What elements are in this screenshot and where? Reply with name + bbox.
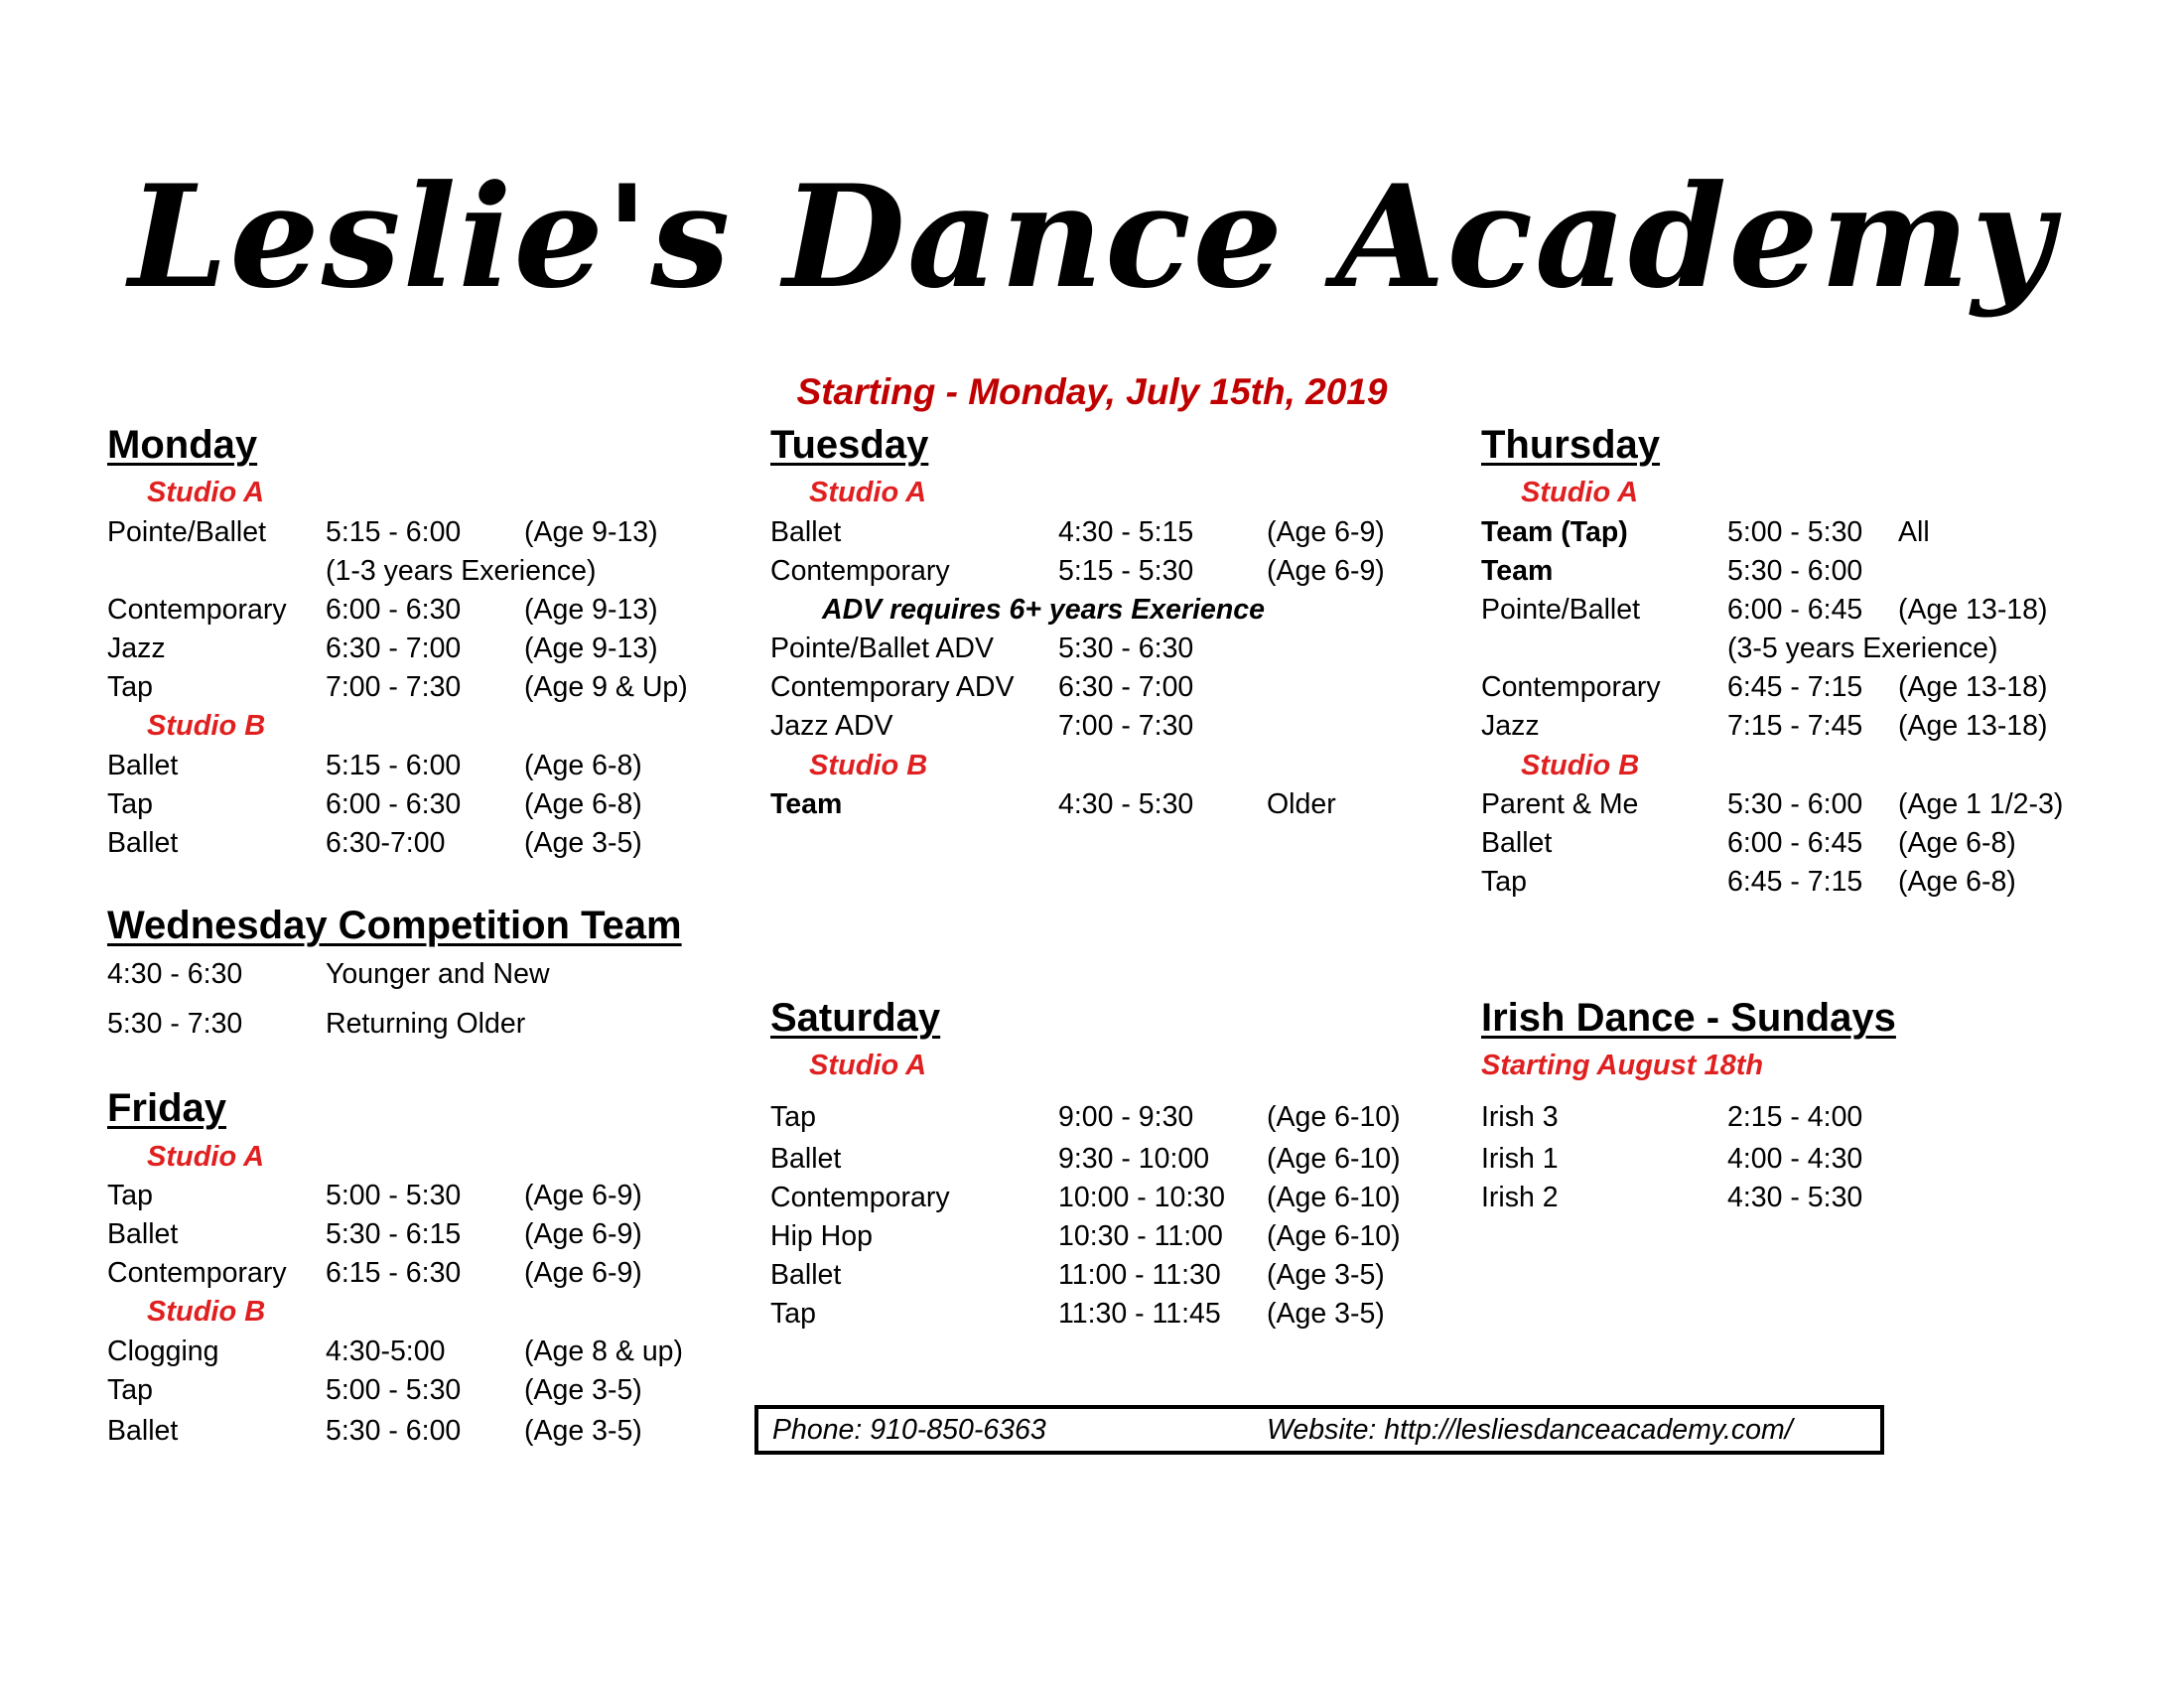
class-time: 6:00 - 6:30 — [326, 788, 462, 820]
class-time: 6:00 - 6:30 — [326, 594, 462, 626]
class-age: (Age 3-5) — [524, 827, 642, 859]
class-name: Contemporary — [770, 1182, 950, 1213]
tuesday-studio-b-label: Studio B — [809, 750, 928, 781]
monday-studio-b-label: Studio B — [147, 710, 266, 742]
friday-studio-a-label: Studio A — [147, 1141, 265, 1173]
class-time: 6:30 - 7:00 — [326, 633, 462, 664]
thursday-studio-b-label: Studio B — [1521, 750, 1640, 781]
class-name: Ballet — [770, 1259, 842, 1291]
class-name: Hip Hop — [770, 1220, 873, 1252]
class-name: Irish 3 — [1481, 1101, 1559, 1133]
class-time: 5:30 - 6:00 — [1727, 555, 1863, 587]
class-time: 5:30 - 6:15 — [326, 1218, 462, 1250]
class-time: 5:15 - 6:00 — [326, 516, 462, 548]
class-name: Ballet — [770, 516, 842, 548]
wednesday-heading: Wednesday Competition Team — [107, 904, 682, 947]
class-time: 4:30 - 6:30 — [107, 958, 243, 990]
class-name: Contemporary ADV — [770, 671, 1015, 703]
tuesday-studio-a-label: Studio A — [809, 477, 927, 508]
class-time: 10:30 - 11:00 — [1058, 1220, 1223, 1252]
class-name: Ballet — [107, 827, 179, 859]
class-time: 6:00 - 6:45 — [1727, 594, 1863, 626]
class-name: Tap — [107, 788, 153, 820]
class-name: Ballet — [107, 750, 179, 781]
class-age: (Age 13-18) — [1898, 594, 2048, 626]
class-age: (Age 6-8) — [524, 750, 642, 781]
class-name: Tap — [1481, 866, 1527, 898]
class-time: 4:30-5:00 — [326, 1336, 446, 1367]
class-name: Jazz — [1481, 710, 1540, 742]
class-time: 5:30 - 6:30 — [1058, 633, 1194, 664]
class-name: Jazz — [107, 633, 166, 664]
class-time: 6:30 - 7:00 — [1058, 671, 1194, 703]
class-age: (Age 3-5) — [524, 1374, 642, 1406]
class-age: (Age 6-10) — [1267, 1220, 1401, 1252]
class-age: (Age 6-9) — [524, 1180, 642, 1211]
class-age: All — [1898, 516, 1930, 548]
saturday-studio-a-label: Studio A — [809, 1050, 927, 1081]
class-time: 10:00 - 10:30 — [1058, 1182, 1225, 1213]
class-name: Irish 1 — [1481, 1143, 1559, 1175]
class-name: Ballet — [107, 1415, 179, 1447]
class-time: 4:30 - 5:30 — [1058, 788, 1194, 820]
class-age: (Age 6-9) — [1267, 516, 1385, 548]
class-name: Parent & Me — [1481, 788, 1639, 820]
class-name: Contemporary — [1481, 671, 1661, 703]
class-name: Tap — [107, 1180, 153, 1211]
class-age: (Age 9-13) — [524, 516, 658, 548]
class-name: Irish 2 — [1481, 1182, 1559, 1213]
class-age: (Age 3-5) — [1267, 1259, 1385, 1291]
class-age: (Age 6-10) — [1267, 1182, 1401, 1213]
class-group: Returning Older — [326, 1008, 526, 1040]
class-age: (Age 13-18) — [1898, 710, 2048, 742]
class-name: Jazz ADV — [770, 710, 893, 742]
academy-title: Leslie's Dance Academy — [128, 155, 2056, 320]
class-name: Team — [770, 788, 843, 820]
class-time: 5:30 - 7:30 — [107, 1008, 243, 1040]
tuesday-heading: Tuesday — [770, 423, 929, 467]
class-name: Contemporary — [770, 555, 950, 587]
class-time: 4:00 - 4:30 — [1727, 1143, 1863, 1175]
class-age: (Age 6-8) — [524, 788, 642, 820]
class-time: 5:30 - 6:00 — [326, 1415, 462, 1447]
class-time: 5:15 - 6:00 — [326, 750, 462, 781]
class-name: Ballet — [1481, 827, 1553, 859]
monday-heading: Monday — [107, 423, 258, 467]
class-time: 6:15 - 6:30 — [326, 1257, 462, 1289]
irish-dance-heading: Irish Dance - Sundays — [1481, 996, 1896, 1040]
class-name: Contemporary — [107, 1257, 287, 1289]
start-date-subtitle: Starting - Monday, July 15th, 2019 — [796, 371, 1388, 412]
class-age: (Age 9-13) — [524, 594, 658, 626]
class-time: 6:45 - 7:15 — [1727, 866, 1863, 898]
class-time: 11:00 - 11:30 — [1058, 1259, 1221, 1291]
class-age: (Age 6-10) — [1267, 1143, 1401, 1175]
friday-heading: Friday — [107, 1086, 227, 1130]
class-time: 4:30 - 5:30 — [1727, 1182, 1863, 1213]
class-time: 7:00 - 7:30 — [326, 671, 462, 703]
class-age: (Age 9 & Up) — [524, 671, 688, 703]
class-time: 6:45 - 7:15 — [1727, 671, 1863, 703]
class-age: (Age 13-18) — [1898, 671, 2048, 703]
experience-note: (3-5 years Exerience) — [1727, 633, 1998, 664]
class-age: (Age 1 1/2-3) — [1898, 788, 2064, 820]
class-age: (Age 6-9) — [524, 1218, 642, 1250]
class-time: 6:00 - 6:45 — [1727, 827, 1863, 859]
class-age: (Age 3-5) — [524, 1415, 642, 1447]
class-time: 4:30 - 5:15 — [1058, 516, 1194, 548]
class-time: 5:00 - 5:30 — [1727, 516, 1863, 548]
class-age: (Age 6-9) — [1267, 555, 1385, 587]
class-group: Younger and New — [326, 958, 550, 990]
class-time: 2:15 - 4:00 — [1727, 1101, 1863, 1133]
class-time: 5:00 - 5:30 — [326, 1374, 462, 1406]
class-age: (Age 9-13) — [524, 633, 658, 664]
class-time: 7:15 - 7:45 — [1727, 710, 1863, 742]
class-age: (Age 6-8) — [1898, 866, 2016, 898]
class-name: Ballet — [107, 1218, 179, 1250]
experience-note: (1-3 years Exerience) — [326, 555, 597, 587]
class-name: Clogging — [107, 1336, 219, 1367]
class-time: 9:00 - 9:30 — [1058, 1101, 1194, 1133]
adv-requirement-note: ADV requires 6+ years Exerience — [822, 594, 1265, 626]
class-name: Pointe/Ballet — [1481, 594, 1641, 626]
thursday-heading: Thursday — [1481, 423, 1661, 467]
class-time: 5:00 - 5:30 — [326, 1180, 462, 1211]
class-age: (Age 6-9) — [524, 1257, 642, 1289]
website-link[interactable]: Website: http://lesliesdanceacademy.com/ — [1267, 1414, 1793, 1446]
class-time: 6:30-7:00 — [326, 827, 446, 859]
class-age: Older — [1267, 788, 1336, 820]
class-time: 9:30 - 10:00 — [1058, 1143, 1210, 1175]
class-name: Team (Tap) — [1481, 516, 1628, 548]
friday-studio-b-label: Studio B — [147, 1296, 266, 1328]
irish-start-note: Starting August 18th — [1481, 1050, 1764, 1081]
class-name: Tap — [770, 1101, 816, 1133]
monday-studio-a-label: Studio A — [147, 477, 265, 508]
class-name: Team — [1481, 555, 1554, 587]
class-age: (Age 8 & up) — [524, 1336, 684, 1367]
class-time: 5:15 - 5:30 — [1058, 555, 1194, 587]
class-time: 5:30 - 6:00 — [1727, 788, 1863, 820]
class-name: Ballet — [770, 1143, 842, 1175]
class-name: Tap — [770, 1298, 816, 1330]
class-time: 11:30 - 11:45 — [1058, 1298, 1221, 1330]
class-age: (Age 6-10) — [1267, 1101, 1401, 1133]
phone-number: Phone: 910-850-6363 — [772, 1414, 1046, 1446]
class-time: 7:00 - 7:30 — [1058, 710, 1194, 742]
class-name: Tap — [107, 1374, 153, 1406]
class-name: Pointe/Ballet ADV — [770, 633, 994, 664]
contact-box — [754, 1405, 1884, 1455]
saturday-heading: Saturday — [770, 996, 941, 1040]
class-age: (Age 6-8) — [1898, 827, 2016, 859]
class-name: Tap — [107, 671, 153, 703]
class-age: (Age 3-5) — [1267, 1298, 1385, 1330]
class-name: Contemporary — [107, 594, 287, 626]
thursday-studio-a-label: Studio A — [1521, 477, 1639, 508]
class-name: Pointe/Ballet — [107, 516, 267, 548]
